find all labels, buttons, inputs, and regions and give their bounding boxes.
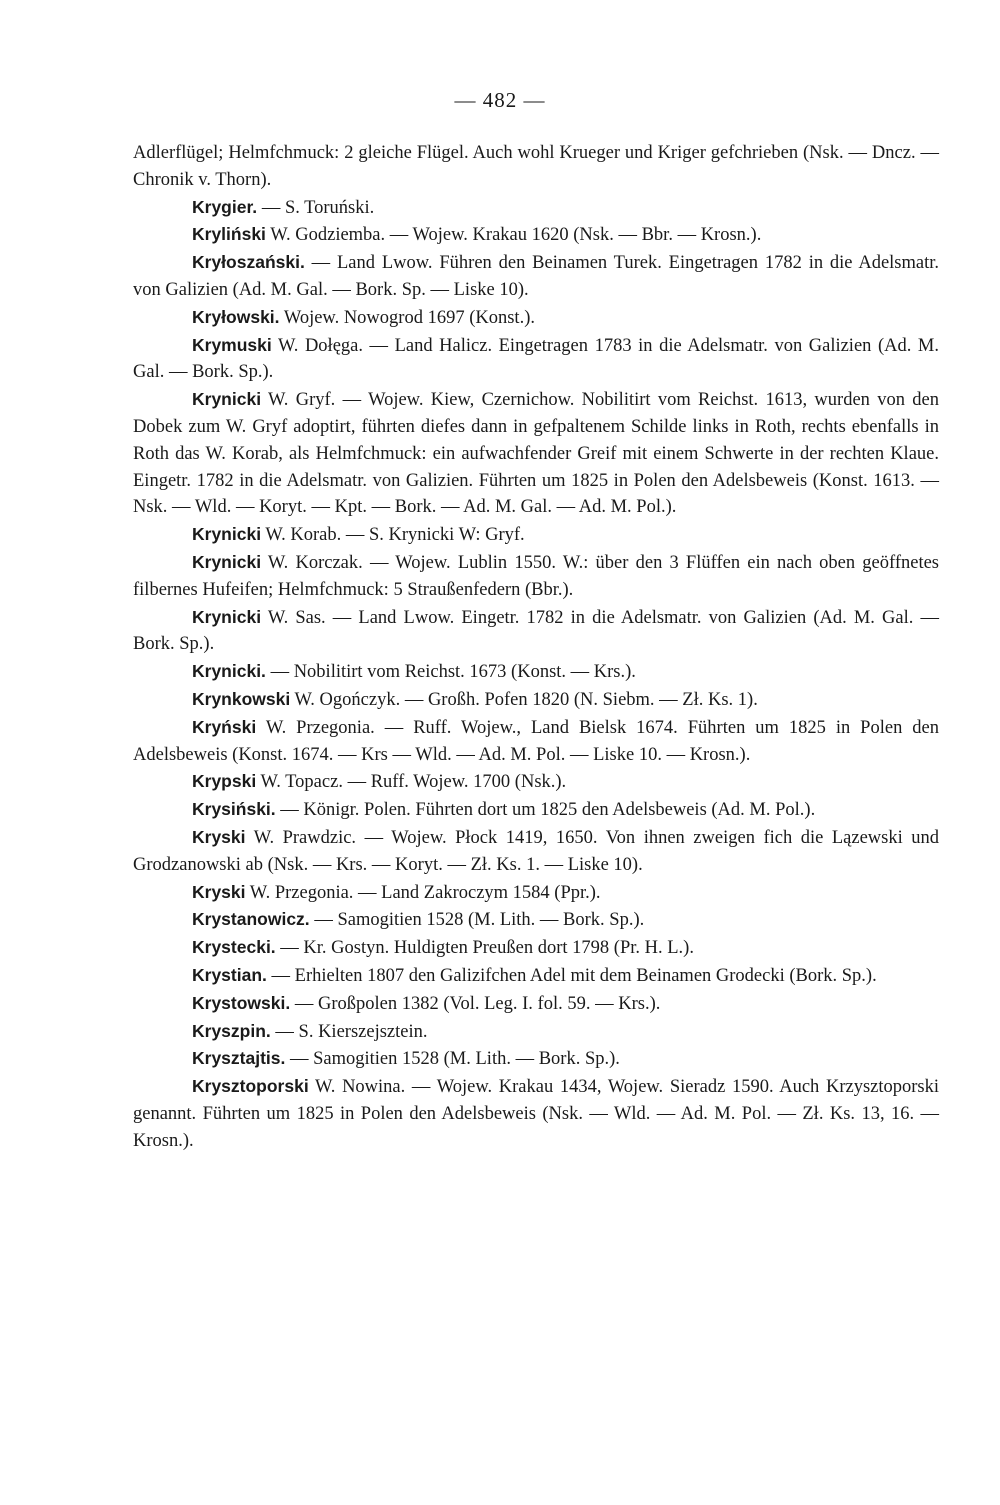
entry-name: Krynicki (192, 606, 262, 627)
entry-name: Krystian. (192, 964, 267, 985)
list-item (133, 521, 939, 549)
list-item (133, 304, 939, 332)
entry-name: Kryszpin. (192, 1020, 271, 1041)
entry-text: W. Godziemba. — Wojew. Krakau 1620 (Nsk. — Bbr. — Krosn.). (265, 225, 762, 246)
entry-text: — S. Kierszejsztein. (270, 1021, 428, 1042)
page-number: — 482 — (454, 88, 546, 112)
entry-text: — S. Toruński. (257, 197, 375, 218)
entry-name: Kryliński (192, 224, 266, 245)
entry-text: Adlerflügel; Helmfchmuck: 2 gleiche Flügel. Auch wohl Krueger und Kriger gefchrieben (Nsk. — Dncz. — Chronik v. Thorn). (133, 143, 939, 190)
entry-name: Krygier. (192, 196, 258, 217)
entry-name: Kryski (192, 881, 246, 902)
entry-text: Wojew. Nowogrod 1697 (Konst.). (279, 307, 535, 328)
entry-list (133, 140, 939, 1154)
list-item (133, 194, 939, 222)
entry-name: Krymuski (192, 334, 272, 355)
entry-text: W. Przegonia. — Land Zakroczym 1584 (Ppr.). (245, 882, 601, 903)
entry-text: W. Przegonia. — Ruff. Wojew., Land Bielsk 1674. Führten um 1825 in Polen den Adelsbeweis (Konst. 1674. — Krs — Wld. — Ad. M. Pol. — Liske 10. — Krosn.). (133, 717, 939, 765)
list-item (133, 768, 939, 796)
list-item (133, 249, 939, 304)
list-item (133, 934, 939, 962)
list-item (133, 549, 939, 604)
list-item (133, 221, 939, 249)
entry-text: — Kr. Gostyn. Huldigten Preußen dort 1798 (Pr. H. L.). (275, 938, 694, 959)
entry-text: — Samogitien 1528 (M. Lith. — Bork. Sp.). (309, 910, 645, 931)
entry-name: Kryłoszański. (192, 252, 305, 273)
list-item (133, 1018, 939, 1046)
entry-name: Krynicki (192, 389, 262, 410)
entry-name: Krystanowicz. (192, 909, 310, 930)
entry-name: Krysiński. (192, 799, 276, 820)
list-item (133, 332, 939, 387)
entry-name: Krystowski. (192, 992, 291, 1013)
list-item (133, 879, 939, 907)
list-item (133, 1073, 939, 1154)
entry-name: Krynicki (192, 551, 262, 572)
list-item (133, 686, 939, 714)
entry-text: — Land Lwow. Führen den Beinamen Turek. Eingetragen 1782 in die Adelsmatr. von Galizien (Ad. M. Gal. — Bork. Sp. — Liske 10). (133, 253, 939, 300)
entry-text: W. Sas. — Land Lwow. Eingetr. 1782 in die Adelsmatr. von Galizien (Ad. M. Gal. — Bork. Sp.). (133, 607, 939, 655)
list-item (133, 962, 939, 990)
entry-name: Krysztajtis. (192, 1048, 286, 1069)
list-item (133, 796, 939, 824)
entry-text: W. Topacz. — Ruff. Wojew. 1700 (Nsk.). (256, 772, 567, 793)
entry-text: — Königr. Polen. Führten dort um 1825 den Adelsbeweis (Ad. M. Pol.). (275, 800, 816, 821)
list-item (133, 714, 939, 769)
entry-text: — Großpolen 1382 (Vol. Leg. I. fol. 59. — Krs.). (290, 993, 661, 1014)
entry-text: W. Dołęga. — Land Halicz. Eingetragen 1783 in die Adelsmatr. von Galizien (Ad. M. Gal. — Bork. Sp.). (133, 335, 939, 383)
entry-text: — Erhielten 1807 den Galizifchen Adel mit dem Beinamen Grodecki (Bork. Sp.). (266, 965, 877, 986)
entry-text: — Nobilitirt vom Reichst. 1673 (Konst. — Krs.). (265, 662, 636, 683)
entry-name: Krystecki. (192, 937, 276, 958)
entry-text: W. Korab. — S. Krynicki W: Gryf. (261, 525, 525, 546)
list-item (133, 990, 939, 1018)
entry-name: Krysztoporski (192, 1076, 309, 1097)
entry-name: Krynkowski (192, 688, 291, 709)
list-item (133, 824, 939, 879)
list-item (133, 658, 939, 686)
entry-name: Kryński (192, 716, 257, 737)
entry-text: W. Ogończyk. — Großh. Pofen 1820 (N. Siebm. — Zł. Ks. 1). (290, 689, 758, 710)
entry-text: W. Gryf. — Wojew. Kiew, Czernichow. Nobilitirt vom Reichst. 1613, wurden von den Dobek zum W. Gryf adoptirt, führten diefes dann in gefpaltenem Schilde links in Roth, rechts ebenfalls in Roth das W. Korab, als Helmfchmuck: ein aufwachfender Greif mit einem Schwerte in der rechten Klaue. Eingetr. 1782 in die Adelsmatr. von Galizien. Führten um 1825 in Polen den Adelsbeweis (Konst. 1613. — Nsk. — Wld. — Koryt. — Kpt. — Bork. — Ad. M. Gal. — Ad. M. Pol.). (133, 390, 939, 518)
entry-name: Kryłowski. (192, 306, 280, 327)
entry-text: W. Korczak. — Wojew. Lublin 1550. W.: über den 3 Flüffen ein nach oben geöffnetes filbernes Hufeifen; Helmfchmuck: 5 Straußenfedern (Bbr.). (133, 552, 939, 600)
entry-name: Krypski (192, 771, 257, 792)
entry-name: Krynicki. (192, 661, 266, 682)
list-item (133, 386, 939, 521)
entry-name: Krynicki (192, 524, 262, 545)
entry-text: — Samogitien 1528 (M. Lith. — Bork. Sp.). (285, 1049, 620, 1070)
entry-text: W. Nowina. — Wojew. Krakau 1434, Wojew. Sieradz 1590. Auch Krzysztoporski genannt. Führten um 1825 in Polen den Adelsbeweis (Nsk. — Wld. — Ad. M. Pol. — Zł. Ks. 13, 16. — Krosn.). (133, 1077, 939, 1151)
entry-text: W. Prawdzic. — Wojew. Płock 1419, 1650. Von ihnen zweigen fich die Lązewski und Grodzanowski ab (Nsk. — Krs. — Koryt. — Zł. Ks. 1. — Liske 10). (133, 827, 939, 875)
list-item (133, 1045, 939, 1073)
entry-name: Kryski (192, 826, 246, 847)
list-item (133, 604, 939, 659)
list-item (133, 906, 939, 934)
list-item (133, 140, 939, 194)
